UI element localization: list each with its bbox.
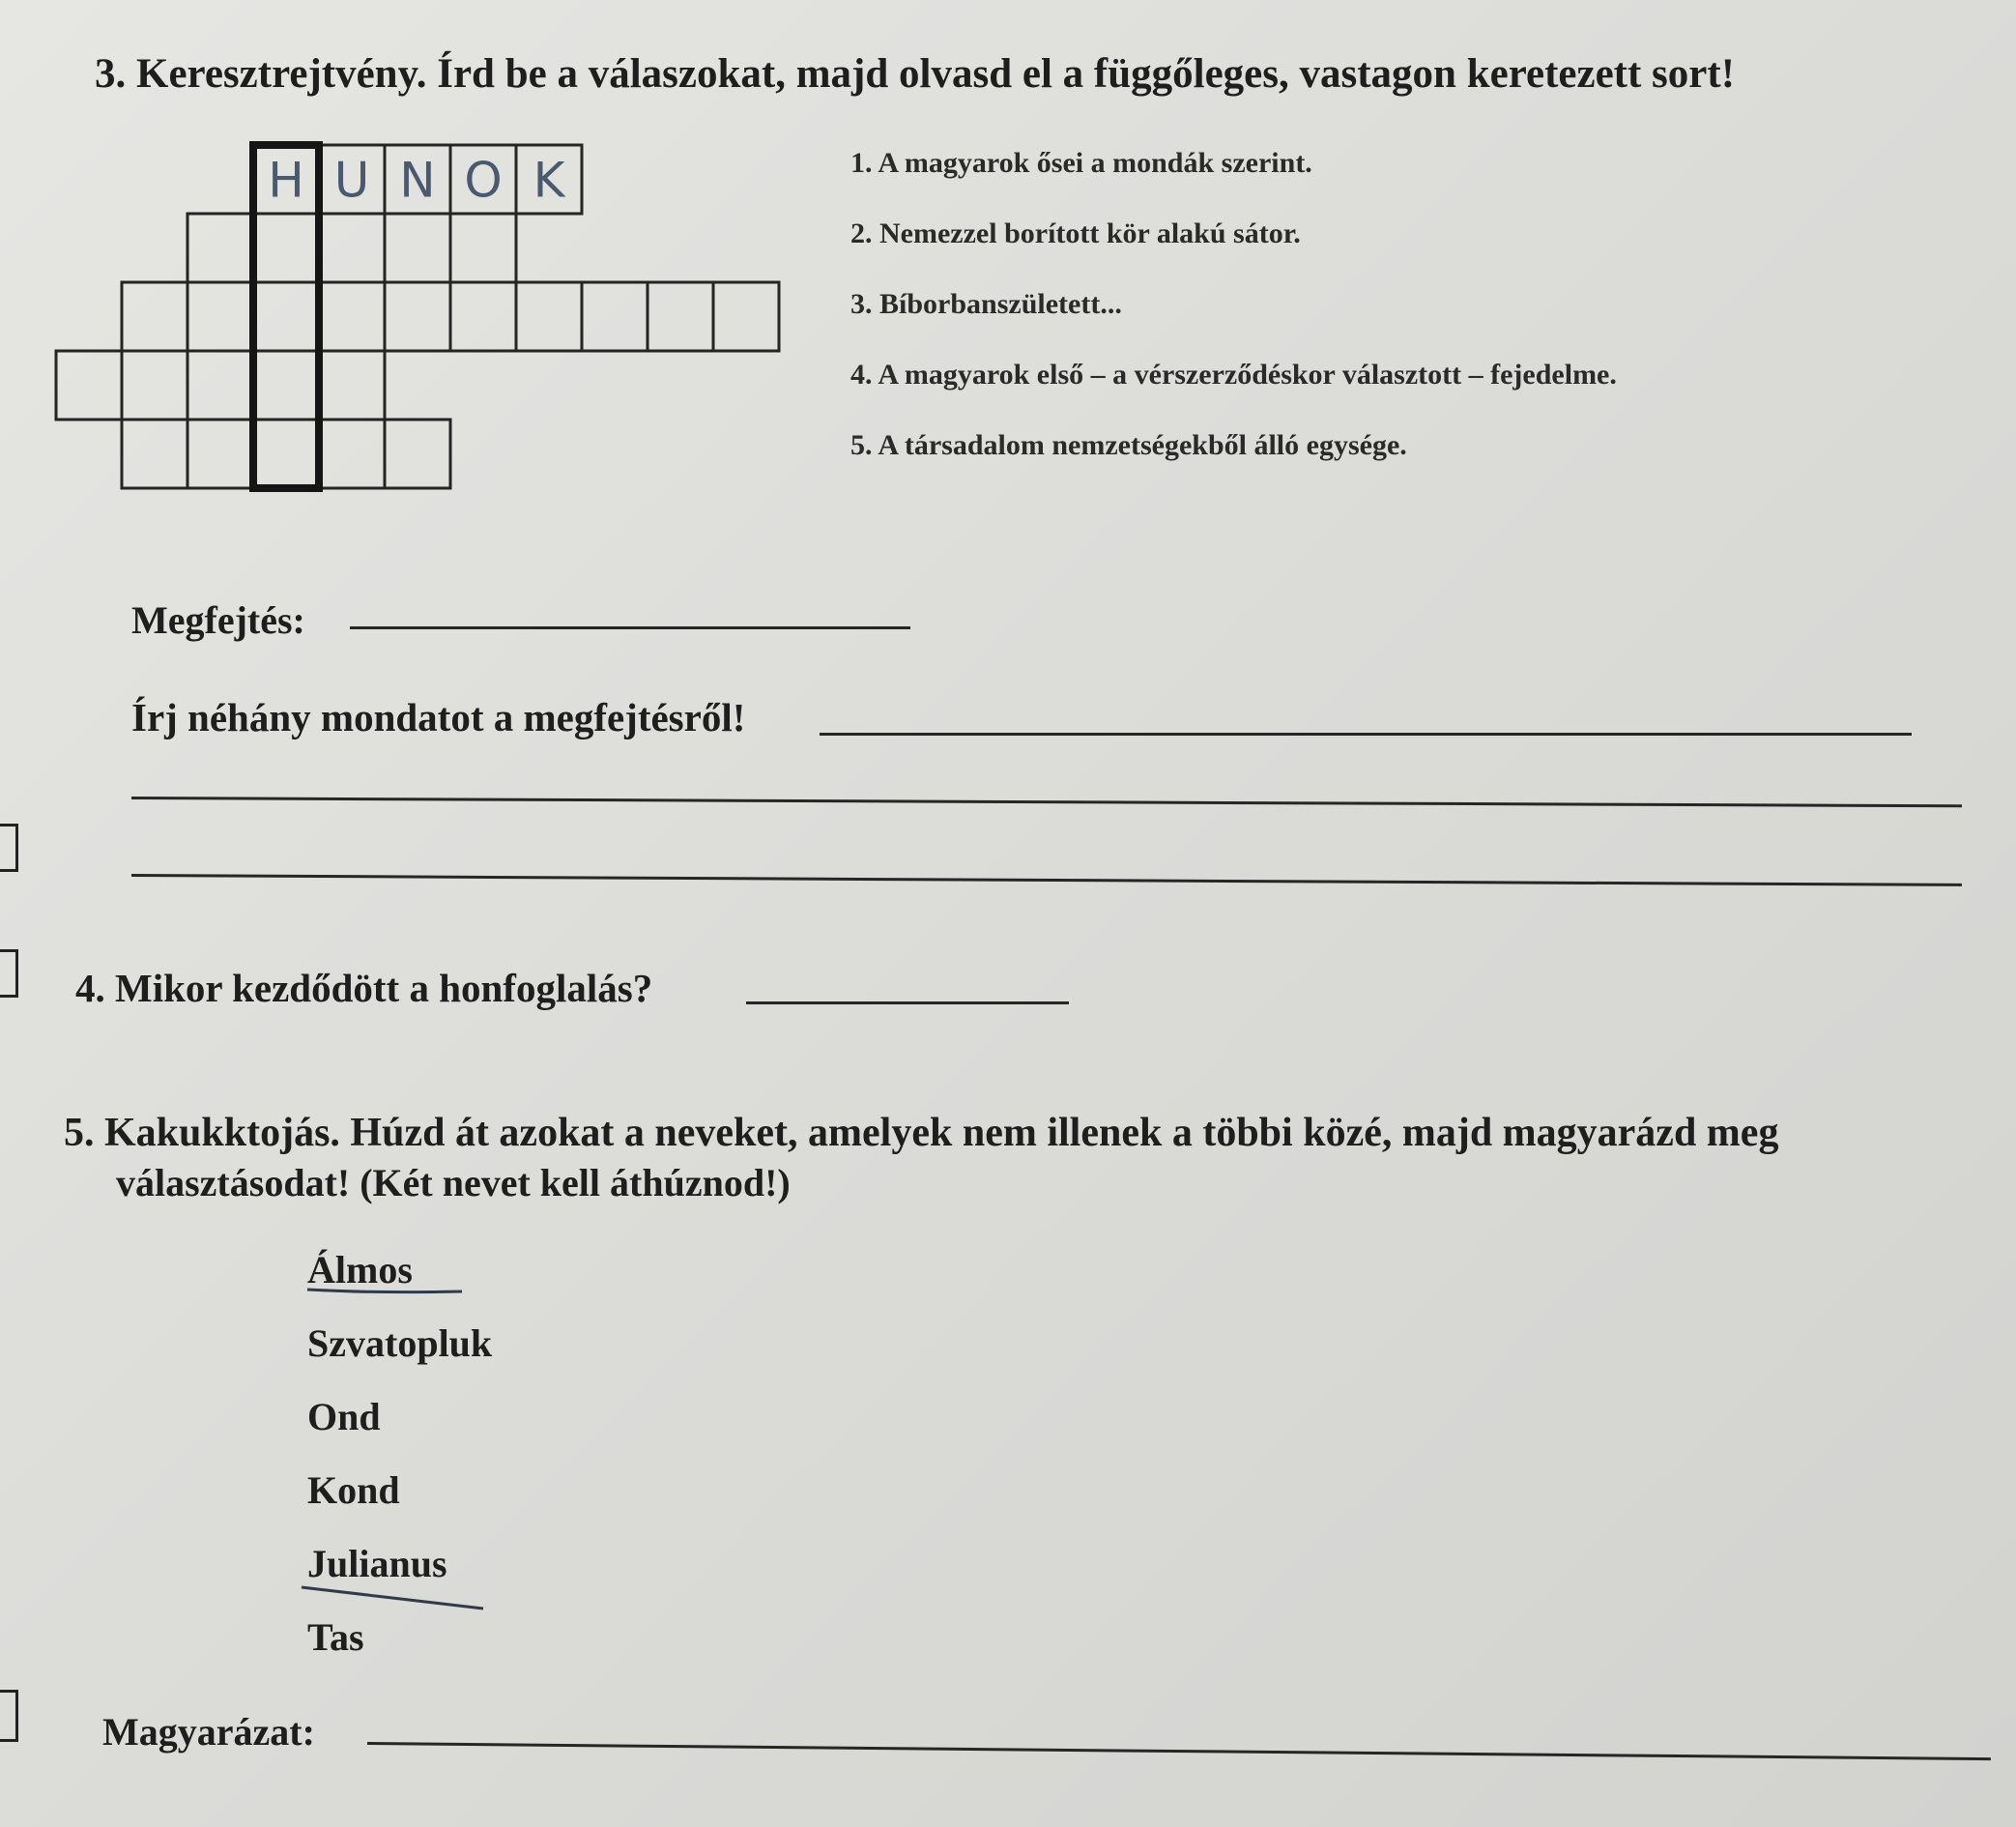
task5-title-line2: választásodat! (Két nevet kell áthúznod!) — [116, 1161, 791, 1204]
clue-3: 3. Bíborbanszületett... — [850, 288, 1122, 320]
clue-4: 4. A magyarok első – a vérszerződéskor választott – fejedelme. — [850, 359, 1617, 391]
name-item[interactable]: Szvatopluk — [307, 1321, 493, 1365]
crossword-letter: K — [533, 152, 565, 209]
name-item[interactable]: Julianus — [307, 1542, 447, 1585]
solution-label: Megfejtés: — [131, 598, 305, 642]
task4-question: 4. Mikor kezdődött a honfoglalás? — [75, 966, 653, 1010]
task5-title-line1: 5. Kakukktojás. Húzd át azokat a neveket, amelyek nem illenek a többi közé, majd magyarázd meg — [64, 1111, 1779, 1155]
name-item[interactable]: Tas — [307, 1615, 364, 1659]
pen-underline-almos — [307, 1290, 462, 1292]
name-item[interactable]: Álmos — [307, 1248, 413, 1291]
crossword-letter: U — [333, 152, 370, 209]
crossword-letter: O — [464, 152, 503, 209]
clue-5: 5. A társadalom nemzetségekből álló egysége. — [850, 429, 1407, 461]
crossword-letter: N — [399, 152, 436, 209]
clue-2: 2. Nemezzel borított kör alakú sátor. — [850, 218, 1301, 249]
explanation-label: Magyarázat: — [102, 1710, 315, 1754]
write-sentences-label: Írj néhány mondatot a megfejtésről! — [131, 695, 746, 740]
pen-underline-julianus — [302, 1587, 483, 1609]
name-item[interactable]: Ond — [307, 1395, 381, 1438]
task3-title: 3. Keresztrejtvény. Írd be a válaszokat, majd olvasd el a függőleges, vastagon keretezett sort! — [95, 51, 1736, 97]
clue-1: 1. A magyarok ősei a mondák szerint. — [850, 147, 1312, 179]
name-item[interactable]: Kond — [307, 1468, 400, 1512]
crossword-letter: H — [268, 152, 304, 209]
